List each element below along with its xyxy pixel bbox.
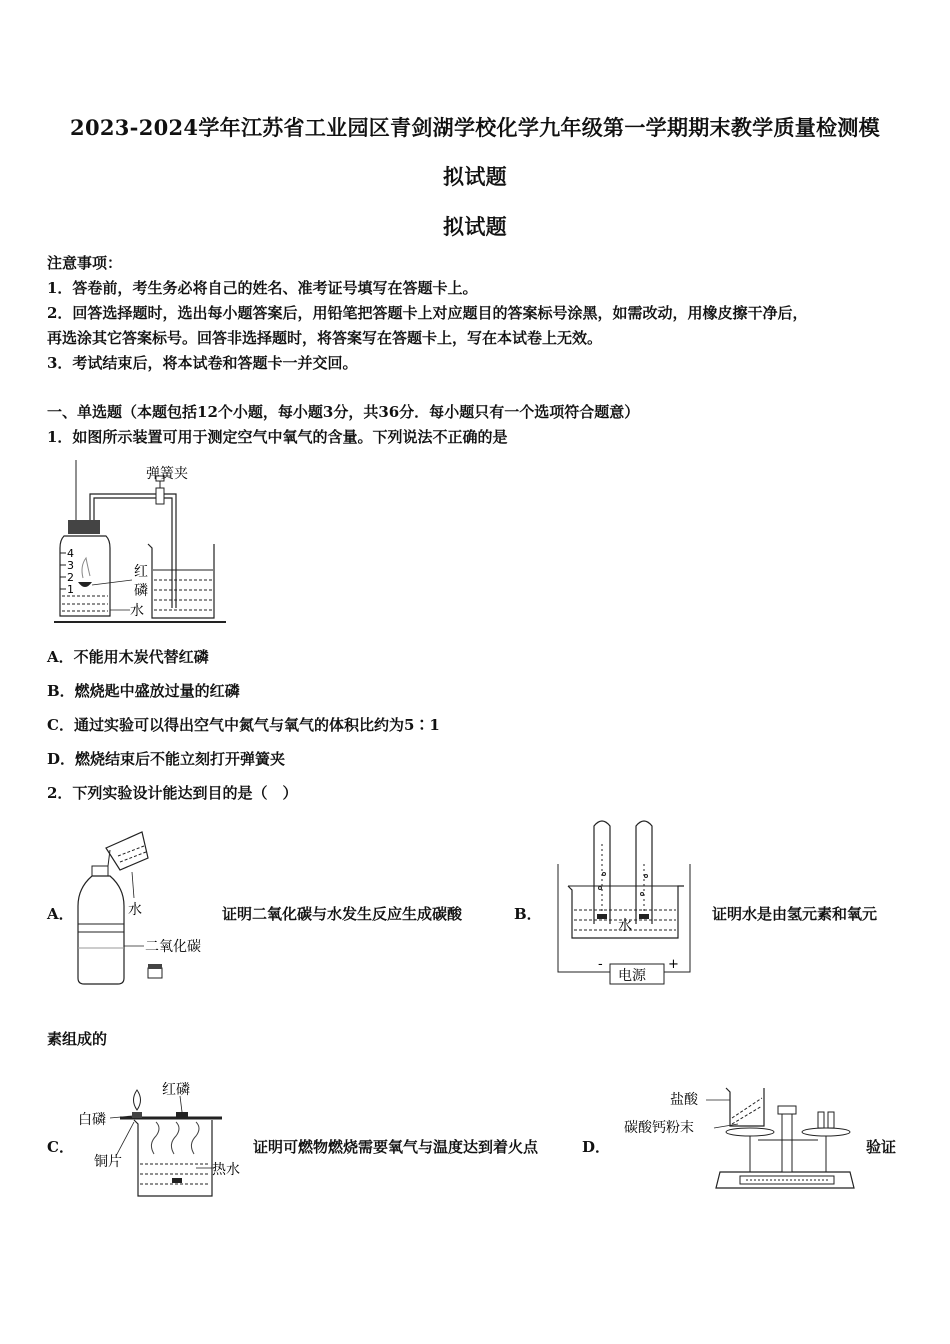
q2-option-b-letter: B． — [514, 905, 542, 923]
label-red-phosphorus: 红磷 — [162, 1082, 190, 1098]
mark-3: 3 — [67, 559, 74, 572]
title-line-3: 拟试题 — [443, 214, 507, 239]
label-co2: 二氧化碳 — [145, 939, 201, 955]
mark-2: 2 — [67, 571, 74, 584]
notice-item-3: 3．考试结束后，将本试卷和答题卡一并交回。 — [47, 354, 358, 372]
label-white-phosphorus: 白磷 — [78, 1112, 106, 1128]
label-clamp: 弹簧夹 — [146, 466, 188, 482]
balance-figure — [618, 1084, 864, 1196]
q2-option-b-text-continued: 素组成的 — [47, 1030, 108, 1048]
title-line-2: 拟试题 — [443, 164, 507, 189]
notice-item-2b: 再选涂其它答案标号。回答非选择题时，将答案写在答题卡上，写在本试卷上无效。 — [47, 329, 603, 347]
co2-bottle-figure — [68, 828, 228, 990]
q1-option-a: A．不能用木炭代替红磷 — [47, 648, 209, 666]
label-water: 水 — [130, 603, 144, 619]
notice-heading: 注意事项： — [47, 254, 123, 272]
title-line-1: 2023-2024学年江苏省工业园区青剑湖学校化学九年级第一学期期末教学质量检测模 — [70, 115, 880, 140]
label-copper: 铜片 — [94, 1154, 122, 1170]
label-power: 电源 — [618, 968, 646, 984]
q2-option-d-text: 验证 — [866, 1138, 897, 1156]
combustion-figure — [72, 1074, 252, 1204]
notice-item-2a: 2．回答选择题时，选出每小题答案后，用铅笔把答题卡上对应题目的答案标号涂黑，如需改动，用橡皮擦干净后， — [47, 304, 808, 322]
question-1-stem: 1．如图所示装置可用于测定空气中氧气的含量。下列说法不正确的是 — [47, 428, 508, 446]
section-heading: 一、单选题（本题包括12个小题，每小题3分，共36分．每小题只有一个选项符合题意） — [47, 403, 640, 421]
notice-item-1: 1．答卷前，考生务必将自己的姓名、准考证号填写在答题卡上。 — [47, 279, 478, 297]
label-hot-water: 热水 — [212, 1162, 240, 1178]
label-water: 水 — [128, 902, 142, 918]
label-hydrochloric-acid: 盐酸 — [670, 1092, 698, 1108]
mark-1: 1 — [67, 583, 74, 596]
q2-option-c-text: 证明可燃物燃烧需要氧气与温度达到着火点 — [253, 1138, 539, 1156]
label-plus: + — [668, 957, 679, 972]
electrolysis-figure — [554, 814, 700, 990]
oxygen-apparatus-figure — [50, 458, 230, 628]
label-red-1: 红 — [134, 564, 148, 580]
q2-option-a-text: 证明二氧化碳与水发生反应生成碳酸 — [222, 905, 463, 923]
label-red-2: 磷 — [134, 583, 148, 599]
q1-option-d: D．燃烧结束后不能立刻打开弹簧夹 — [47, 750, 286, 768]
q2-option-b-text: 证明水是由氢元素和氧元 — [712, 905, 878, 923]
q2-option-a-letter: A． — [47, 905, 74, 923]
q1-option-c: C．通过实验可以得出空气中氮气与氧气的体积比约为5∶1 — [47, 716, 440, 734]
q2-option-d-letter: D． — [582, 1138, 611, 1156]
label-water: 水 — [618, 918, 632, 934]
q2-option-c-letter: C． — [47, 1138, 74, 1156]
question-2-stem: 2．下列实验设计能达到目的是（ ） — [47, 784, 298, 802]
q1-option-b: B．燃烧匙中盛放过量的红磷 — [47, 682, 240, 700]
label-minus: - — [598, 957, 603, 972]
label-calcium-carbonate: 碳酸钙粉末 — [624, 1120, 694, 1136]
mark-4: 4 — [67, 547, 74, 560]
